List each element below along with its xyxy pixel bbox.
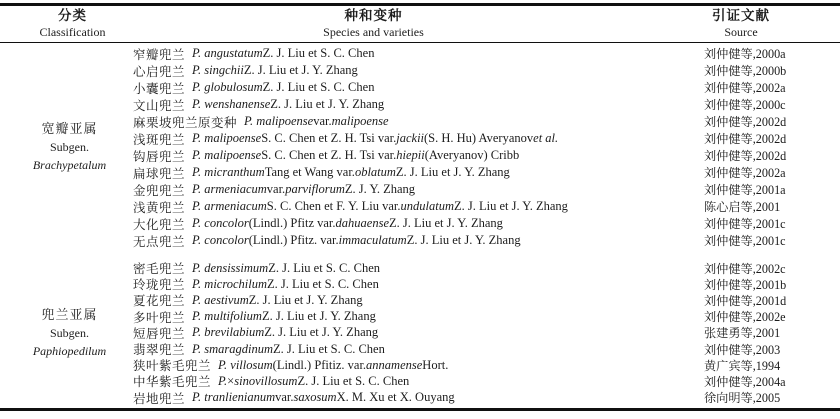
species-author-text: Z. J. Liu et S. C. Chen: [262, 46, 375, 60]
source-cell: 刘仲健等,2000b: [704, 64, 787, 78]
species-cell: [125, 325, 680, 341]
header-classification-en: Classification: [39, 25, 106, 39]
species-cell: [125, 164, 680, 181]
species-author-text: var.: [266, 182, 286, 196]
source-cell: 刘仲健等,2003: [704, 342, 781, 357]
species-chinese-name: 夏花兜兰: [133, 294, 186, 309]
species-author-text: ×: [227, 373, 235, 388]
subgenus-label: 兜兰亚属: [41, 306, 98, 322]
species-cell: [125, 341, 680, 357]
header-classification-cn: 分类: [58, 8, 87, 23]
source-cell: 刘仲健等,2002c: [704, 261, 786, 276]
species-latin-name: P. tranlienianum: [192, 390, 276, 405]
header-source-en: Source: [724, 25, 758, 39]
species-latin-name: P. malipoense: [192, 131, 262, 145]
species-latin-name: P. brevilabium: [192, 325, 265, 340]
species-chinese-name: 小囊兜兰: [133, 81, 186, 96]
subgenus-label: Subgen.: [50, 325, 89, 340]
species-author-text: S. C. Chen et Z. H. Tsi var.: [261, 148, 397, 162]
source-cell: 刘仲健等,2001d: [704, 293, 787, 308]
source-cell: 刘仲健等,2002a: [704, 81, 786, 95]
species-cell: [125, 292, 680, 308]
species-latin-name: P. aestivum: [192, 292, 249, 307]
species-author-text: (Averyanov) Cribb: [424, 148, 520, 162]
species-latin-name: saxosum: [293, 390, 337, 405]
species-author-text: X. M. Xu et X. Ouyang: [336, 390, 455, 405]
classification-cell: [0, 260, 125, 406]
source-cell: 徐向明等,2005: [704, 391, 781, 406]
source-cell: 刘仲健等,2001a: [704, 183, 786, 197]
species-latin-name: P. multifolium: [192, 309, 262, 324]
subgenus-label: Subgen.: [50, 140, 89, 154]
subgenus-label: 宽瓣亚属: [41, 121, 98, 136]
species-chinese-name: 文山兜兰: [133, 98, 186, 113]
species-chinese-name: 多叶兜兰: [133, 310, 186, 325]
species-chinese-name: 狭叶紫毛兜兰: [133, 359, 212, 374]
species-latin-name: jackii: [396, 131, 425, 145]
species-cell: [125, 181, 680, 198]
species-cell: [125, 147, 680, 164]
species-author-text: Z. J. Y. Zhang: [344, 182, 416, 196]
species-author-text: Z. J. Liu et J. Y. Zhang: [454, 199, 568, 213]
species-latin-name: P. singchii: [192, 63, 244, 77]
species-latin-name: P. armeniacum: [192, 199, 267, 213]
species-latin-name: P. globulosum: [192, 80, 263, 94]
species-chinese-name: 心启兜兰: [133, 64, 186, 79]
table-body: [0, 45, 840, 406]
subgenus-label: Brachypetalum: [32, 158, 107, 172]
species-chinese-name: 窄瓣兜兰: [133, 47, 186, 62]
source-cell: 刘仲健等,2001b: [704, 277, 787, 292]
species-author-text: Hort.: [422, 357, 449, 372]
table-bottom-rule: [0, 408, 840, 411]
species-latin-name: malipoense: [331, 114, 389, 128]
species-chinese-name: 麻栗坡兜兰原变种: [133, 115, 238, 130]
species-author-text: Z. J. Liu et J. Y. Zhang: [264, 325, 379, 340]
species-chinese-name: 翡翠兜兰: [133, 343, 186, 358]
species-author-text: Z. J. Liu et J. Y. Zhang: [395, 165, 510, 179]
species-chinese-name: 无点兜兰: [133, 234, 186, 249]
species-author-text: Z. J. Liu et J. Y. Zhang: [261, 309, 376, 324]
species-cell: [125, 215, 680, 232]
source-cell: 刘仲健等,2002e: [704, 310, 786, 325]
species-latin-name: hiepii: [396, 148, 425, 162]
species-cell: [125, 276, 680, 292]
species-author-text: Tang et Wang var.: [264, 165, 355, 179]
species-cell: [125, 232, 680, 249]
species-author-text: (S. H. Hu) Averyanov: [424, 131, 534, 145]
species-latin-name: P. malipoense: [244, 114, 314, 128]
species-author-text: S. C. Chen et Z. H. Tsi var.: [261, 131, 397, 145]
species-chinese-name: 玲珑兜兰: [133, 278, 186, 293]
species-latin-name: P. smaragdinum: [192, 341, 274, 356]
species-author-text: Z. J. Liu et J. Y. Zhang: [389, 216, 503, 230]
species-latin-name: P. concolor: [192, 233, 249, 247]
species-latin-name: P. malipoense: [192, 148, 262, 162]
species-latin-name: P. concolor: [192, 216, 249, 230]
species-latin-name: P. micranthum: [192, 165, 265, 179]
species-author-text: Z. J. Liu et J. Y. Zhang: [248, 292, 363, 307]
species-latin-name: P. angustatum: [192, 46, 263, 60]
species-cell: [125, 62, 680, 79]
species-author-text: Z. J. Liu et S. C. Chen: [297, 373, 410, 388]
source-cell: 刘仲健等,2000c: [704, 98, 786, 112]
subgenus-group: [0, 45, 840, 249]
species-cell: [125, 309, 680, 325]
species-chinese-name: 扁球兜兰: [133, 166, 186, 181]
source-cell: 刘仲健等,2002a: [704, 166, 786, 180]
species-latin-name: et al.: [533, 131, 559, 145]
species-cell: [125, 373, 680, 389]
species-latin-name: annamense: [366, 357, 423, 372]
source-cell: 刘仲健等,2004a: [704, 374, 786, 389]
source-cell: 刘仲健等,2002d: [704, 132, 787, 146]
species-latin-name: P. armeniacum: [192, 182, 267, 196]
species-cell: [125, 79, 680, 96]
species-chinese-name: 密毛兜兰: [133, 262, 186, 277]
species-chinese-name: 钩唇兜兰: [133, 149, 186, 164]
species-author-text: Z. J. Liu et S. C. Chen: [262, 80, 375, 94]
species-latin-name: P. densissimum: [192, 260, 269, 275]
source-cell: 刘仲健等,2002d: [704, 149, 787, 163]
source-cell: 黄广宾等,1994: [704, 358, 781, 373]
species-latin-name: P.: [218, 373, 228, 388]
column-header-classification: [0, 6, 125, 42]
species-author-text: S. C. Chen et F. Y. Liu var.: [266, 199, 401, 213]
species-author-text: (Lindl.) Pfitiz. var.: [272, 357, 367, 372]
species-author-text: Z. J. Liu et S. C. Chen: [268, 260, 380, 275]
species-latin-name: P. villosum: [218, 357, 273, 372]
species-chinese-name: 岩地兜兰: [133, 391, 186, 406]
species-chinese-name: 金兜兜兰: [133, 183, 186, 198]
column-header-source: [680, 6, 840, 42]
species-author-text: Z. J. Liu et J. Y. Zhang: [243, 63, 358, 77]
species-latin-name: P. wenshanense: [192, 97, 271, 111]
species-cell: [125, 130, 680, 147]
species-author-text: Z. J. Liu et J. Y. Zhang: [406, 233, 521, 247]
species-chinese-name: 大化兜兰: [133, 217, 186, 232]
species-author-text: Z. J. Liu et J. Y. Zhang: [270, 97, 385, 111]
species-cell: [125, 96, 680, 113]
species-latin-name: immaculatum: [338, 233, 407, 247]
source-cell: 张建勇等,2001: [704, 326, 781, 341]
species-author-text: Z. J. Liu et S. C. Chen: [267, 276, 379, 291]
species-chinese-name: 短唇兜兰: [133, 326, 186, 341]
subgenus-label: Paphiopedilum: [32, 343, 107, 358]
species-author-text: var.: [313, 114, 332, 128]
header-species-en: Species and varieties: [323, 25, 424, 39]
header-source-cn: 引证文献: [712, 8, 770, 23]
species-chinese-name: 浅黄兜兰: [133, 200, 186, 215]
species-author-text: (Lindl.) Pfitz. var.: [248, 233, 339, 247]
species-latin-name: parviflorum: [285, 182, 345, 196]
species-cell: [125, 260, 680, 276]
source-cell: 刘仲健等,2001c: [704, 234, 786, 248]
species-author-text: Z. J. Liu et S. C. Chen: [273, 341, 385, 356]
source-cell: 陈心启等,2001: [704, 200, 781, 214]
source-cell: 刘仲健等,2002d: [704, 115, 787, 129]
header-species-cn: 种和变种: [344, 8, 403, 23]
source-cell: 刘仲健等,2000a: [704, 47, 786, 61]
species-latin-name: oblatum: [354, 165, 396, 179]
species-latin-name: sinovillosum: [234, 373, 298, 388]
column-header-species: [125, 6, 680, 42]
source-cell: 刘仲健等,2001c: [704, 217, 786, 231]
species-latin-name: undulatum: [400, 199, 454, 213]
species-chinese-name: 浅斑兜兰: [133, 132, 186, 147]
table-header-row: [0, 6, 840, 42]
species-cell: [125, 113, 680, 130]
species-author-text: var.: [275, 390, 294, 405]
species-cell: [125, 45, 680, 62]
species-latin-name: dahuaense: [335, 216, 389, 230]
subgenus-group: [0, 260, 840, 406]
classification-cell: [0, 45, 125, 249]
species-cell: [125, 357, 680, 373]
species-latin-name: P. microchilum: [192, 276, 268, 291]
species-cell: [125, 198, 680, 215]
species-chinese-name: 中华紫毛兜兰: [133, 375, 212, 390]
header-separator-rule: [0, 42, 840, 43]
species-cell: [125, 390, 680, 406]
species-author-text: (Lindl.) Pfitz var.: [248, 216, 336, 230]
